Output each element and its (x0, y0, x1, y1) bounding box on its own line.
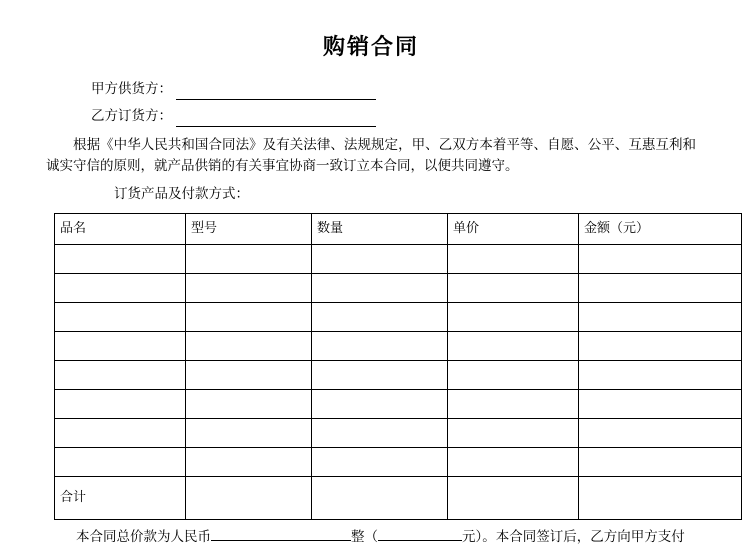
cell-model[interactable] (186, 331, 312, 360)
payment-mid1: 整（ (351, 528, 378, 545)
section-subheading: 订货产品及付款方式： (114, 186, 249, 203)
payment-amount-words-input[interactable] (211, 526, 351, 541)
table-row[interactable] (55, 447, 742, 476)
cell-amount[interactable] (579, 273, 742, 302)
cell-name[interactable] (55, 418, 186, 447)
cell-quantity[interactable] (312, 360, 448, 389)
payment-prefix: 本合同总价款为人民币 (76, 528, 211, 545)
column-header-model: 型号 (186, 213, 312, 244)
cell-amount[interactable] (579, 447, 742, 476)
table-row[interactable] (55, 389, 742, 418)
column-header-quantity: 数量 (312, 213, 448, 244)
cell-name[interactable] (55, 447, 186, 476)
cell-unitprice[interactable] (448, 360, 579, 389)
cell-quantity[interactable] (312, 273, 448, 302)
cell-quantity[interactable] (312, 447, 448, 476)
party-buyer-row (46, 106, 696, 127)
cell-name[interactable] (55, 389, 186, 418)
cell-name[interactable] (55, 244, 186, 273)
cell-quantity[interactable] (312, 331, 448, 360)
column-header-unitprice: 单价 (448, 213, 579, 244)
preamble-text: 根据《中华人民共和国合同法》及有关法律、法规规定，甲、乙双方本着平等、自愿、公平、互惠互利和诚实守信的原则，就产品供销的有关事宜协商一致订立本合同，以便共同遵守。 (46, 136, 696, 175)
table-row[interactable] (55, 331, 742, 360)
payment-clause (46, 526, 696, 548)
cell-amount[interactable] (579, 360, 742, 389)
document-page (0, 30, 742, 545)
cell-amount[interactable] (579, 389, 742, 418)
total-unitprice[interactable] (448, 476, 579, 519)
table-row[interactable] (55, 360, 742, 389)
cell-amount[interactable] (579, 244, 742, 273)
cell-amount[interactable] (579, 302, 742, 331)
cell-amount[interactable] (579, 331, 742, 360)
goods-table (54, 213, 742, 520)
cell-model[interactable] (186, 389, 312, 418)
cell-amount[interactable] (579, 418, 742, 447)
cell-model[interactable] (186, 273, 312, 302)
preamble-paragraph (46, 135, 696, 178)
table-total-row[interactable] (55, 476, 742, 519)
cell-quantity[interactable] (312, 244, 448, 273)
payment-mid2: 元）。本合同签订后，乙方向甲方支付 (462, 528, 685, 545)
party-buyer-input[interactable] (176, 112, 376, 127)
table-row[interactable] (55, 418, 742, 447)
cell-unitprice[interactable] (448, 389, 579, 418)
cell-model[interactable] (186, 360, 312, 389)
table-row[interactable] (55, 273, 742, 302)
table-header-row (55, 213, 742, 244)
column-header-amount: 金额（元） (579, 213, 742, 244)
party-supplier-label: 甲方供货方： (91, 81, 172, 97)
cell-quantity[interactable] (312, 302, 448, 331)
document-body (0, 79, 742, 548)
total-model[interactable] (186, 476, 312, 519)
cell-model[interactable] (186, 244, 312, 273)
cell-model[interactable] (186, 418, 312, 447)
page-title: 购销合同 (322, 35, 419, 60)
cell-unitprice[interactable] (448, 331, 579, 360)
cell-unitprice[interactable] (448, 418, 579, 447)
payment-amount-figures-input[interactable] (378, 526, 462, 541)
cell-unitprice[interactable] (448, 302, 579, 331)
cell-unitprice[interactable] (448, 273, 579, 302)
table-row[interactable] (55, 244, 742, 273)
party-supplier-input[interactable] (176, 85, 376, 100)
cell-name[interactable] (55, 360, 186, 389)
cell-name[interactable] (55, 273, 186, 302)
cell-model[interactable] (186, 302, 312, 331)
total-label: 合计 (55, 476, 186, 519)
cell-name[interactable] (55, 331, 186, 360)
cell-name[interactable] (55, 302, 186, 331)
cell-unitprice[interactable] (448, 447, 579, 476)
cell-quantity[interactable] (312, 389, 448, 418)
party-buyer-label: 乙方订货方： (91, 107, 172, 124)
cell-quantity[interactable] (312, 418, 448, 447)
table-row[interactable] (55, 302, 742, 331)
total-amount[interactable] (579, 476, 742, 519)
column-header-name: 品名 (55, 213, 186, 244)
cell-model[interactable] (186, 447, 312, 476)
party-supplier-row (46, 79, 696, 100)
cell-unitprice[interactable] (448, 244, 579, 273)
total-quantity[interactable] (312, 476, 448, 519)
